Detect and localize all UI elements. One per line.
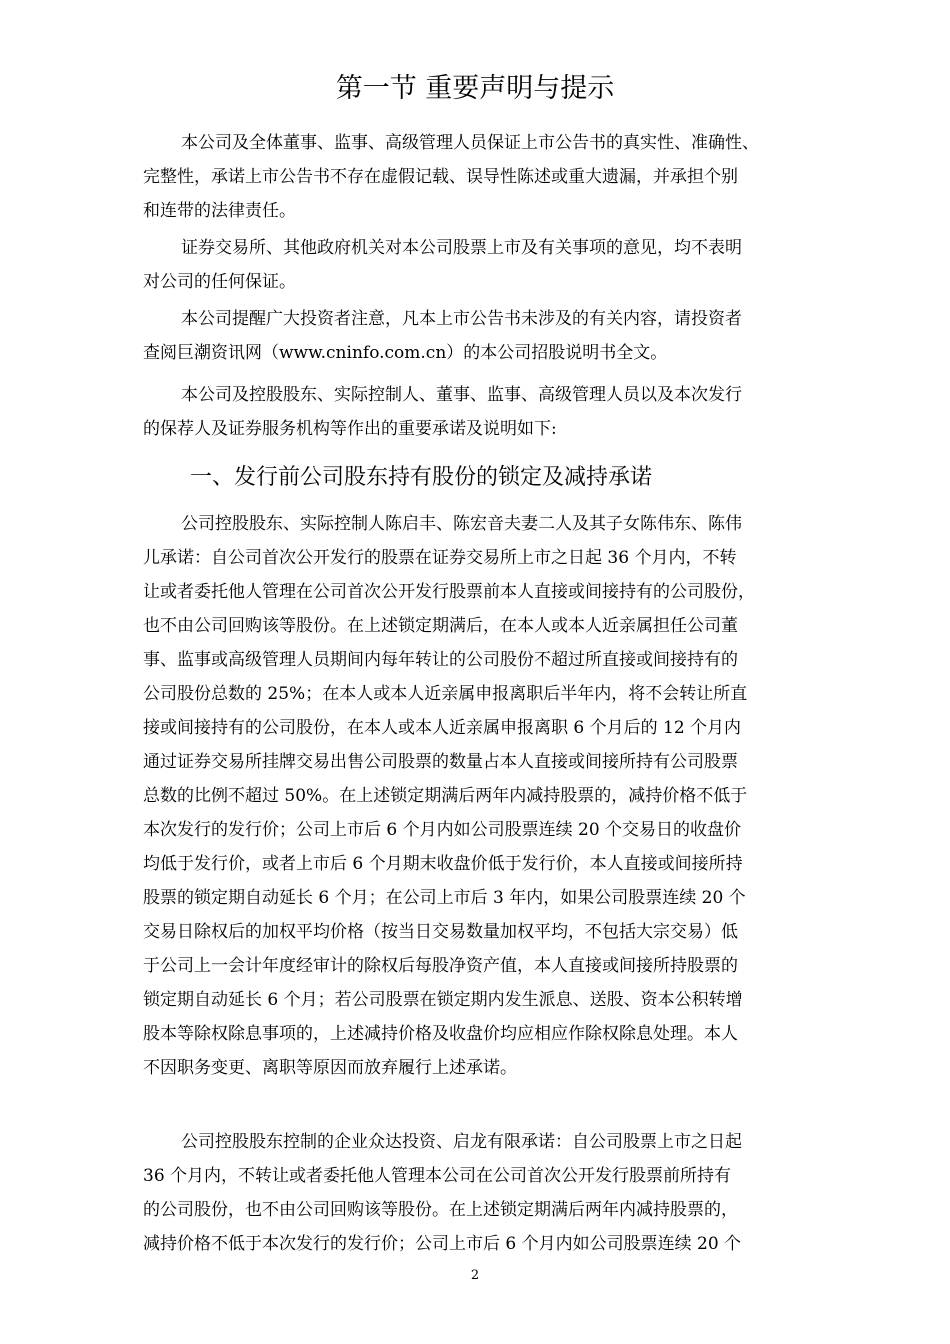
text-line: 本公司提醒广大投资者注意，凡本上市公告书未涉及的有关内容，请投资者: [181, 309, 742, 329]
section-title: 第一节 重要声明与提示: [335, 73, 615, 104]
paragraph-affiliate-commitment: [143, 1125, 843, 1261]
paragraph-controller-commitment: [143, 507, 843, 1085]
text-line: 公司股份总数的 25%；在本人或本人近亲属申报离职后半年内，将不会转让所直: [143, 684, 748, 704]
text-line: 的公司股份，也不由公司回购该等股份。在上述锁定期满后两年内减持股票的，: [143, 1200, 738, 1220]
paragraph-reminder: [143, 302, 843, 370]
text-line: 证券交易所、其他政府机关对本公司股票上市及有关事项的意见，均不表明: [181, 238, 742, 258]
text-line: 本公司及控股股东、实际控制人、董事、监事、高级管理人员以及本次发行: [181, 385, 742, 405]
text-line: 让或者委托他人管理在公司首次公开发行股票前本人直接或间接持有的公司股份，: [143, 582, 755, 602]
text-line: 交易日除权后的加权平均价格（按当日交易数量加权平均，不包括大宗交易）低: [143, 922, 738, 942]
text-line: 接或间接持有的公司股份，在本人或本人近亲属申报离职 6 个月后的 12 个月内: [143, 718, 742, 738]
text-line: 本公司及全体董事、监事、高级管理人员保证上市公告书的真实性、准确性、: [181, 133, 759, 153]
text-line: 查阅巨潮资讯网（www.cninfo.com.cn）的本公司招股说明书全文。: [143, 343, 668, 363]
text-line: 36 个月内，不转让或者委托他人管理本公司在公司首次公开发行股票前所持有: [143, 1166, 732, 1186]
text-line: 和连带的法律责任。: [143, 201, 296, 221]
text-line: 不因职务变更、离职等原因而放弃履行上述承诺。: [143, 1058, 517, 1078]
text-line: 公司控股股东控制的企业众达投资、启龙有限承诺：自公司股票上市之日起: [181, 1132, 742, 1152]
paragraph-statement: [143, 126, 843, 228]
text-line: 总数的比例不超过 50%。在上述锁定期满后两年内减持股票的，减持价格不低于: [143, 786, 748, 806]
text-line: 的保荐人及证券服务机构等作出的重要承诺及说明如下:: [143, 419, 557, 439]
text-line: 事、监事或高级管理人员期间内每年转让的公司股份不超过所直接或间接持有的: [143, 650, 738, 670]
text-line: 股本等除权除息事项的，上述减持价格及收盘价均应相应作除权除息处理。本人: [143, 1024, 738, 1044]
text-line: 对公司的任何保证。: [143, 272, 296, 292]
text-line: 减持价格不低于本次发行的发行价；公司上市后 6 个月内如公司股票连续 20 个: [143, 1234, 742, 1254]
text-line: 通过证券交易所挂牌交易出售公司股票的数量占本人直接或间接所持有公司股票: [143, 752, 738, 772]
paragraph-commitments: [143, 378, 843, 446]
text-line: 均低于发行价，或者上市后 6 个月期末收盘价低于发行价，本人直接或间接所持: [143, 854, 743, 874]
paragraph-exchange: [143, 231, 843, 299]
subsection-heading: 一、发行前公司股东持有股份的锁定及减持承诺: [190, 465, 653, 490]
text-line: 也不由公司回购该等股份。在上述锁定期满后，在本人或本人近亲属担任公司董: [143, 616, 738, 636]
page-number: 2: [470, 1268, 480, 1283]
text-line: 本次发行的发行价；公司上市后 6 个月内如公司股票连续 20 个交易日的收盘价: [143, 820, 742, 840]
text-line: 完整性，承诺上市公告书不存在虚假记载、误导性陈述或重大遗漏，并承担个别: [143, 167, 738, 187]
text-line: 儿承诺：自公司首次公开发行的股票在证券交易所上市之日起 36 个月内，不转: [143, 548, 737, 568]
text-line: 股票的锁定期自动延长 6 个月；在公司上市后 3 年内，如果公司股票连续 20 个: [143, 888, 746, 908]
text-line: 锁定期自动延长 6 个月；若公司股票在锁定期内发生派息、送股、资本公积转增: [143, 990, 743, 1010]
text-line: 公司控股股东、实际控制人陈启丰、陈宏音夫妻二人及其子女陈伟东、陈伟: [181, 514, 742, 534]
text-line: 于公司上一会计年度经审计的除权后每股净资产值，本人直接或间接所持股票的: [143, 956, 738, 976]
